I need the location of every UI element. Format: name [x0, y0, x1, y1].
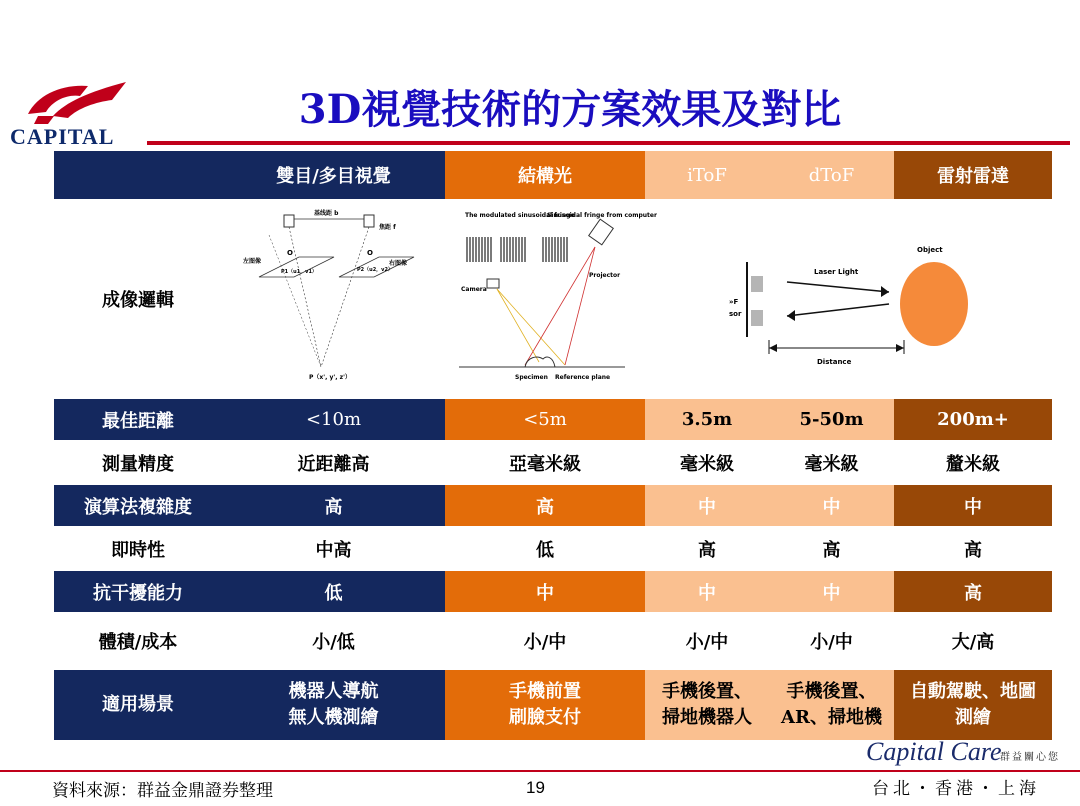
office-cities: 台北・香港・上海 [872, 779, 1040, 799]
cell-lidar: 高 [894, 570, 1052, 613]
cell-itof: 小/中 [645, 613, 769, 669]
row-label: 即時性 [54, 527, 222, 570]
row-precision [54, 441, 1052, 484]
imaging-row [54, 200, 1052, 398]
tof-diagram [699, 222, 999, 372]
app-line: 手機後置、 [786, 681, 877, 702]
row-label: 演算法複雜度 [54, 484, 222, 527]
source-note: 資料來源：群益金鼎證券整理 [52, 781, 273, 801]
row-interference-resistance [54, 570, 1052, 613]
cell-itof: 中 [645, 570, 769, 613]
cell-itof: 3.5m [645, 398, 769, 441]
cell-dtof [769, 669, 894, 741]
app-line: 測繪 [955, 707, 991, 728]
row-label: 最佳距離 [54, 398, 222, 441]
cell-structured: <5m [445, 398, 645, 441]
capital-care-slogan: 群益關心您 [1000, 752, 1060, 763]
logo-text: CAPITAL [10, 124, 115, 149]
cell-stereo: <10m [222, 398, 445, 441]
structured-light-diagram [455, 207, 657, 387]
header-dtof: dToF [769, 151, 894, 200]
svg-text:O: O [286, 248, 293, 257]
tof-diagram-cell [645, 200, 1052, 398]
capital-care-brand: Capital Care [866, 737, 1002, 766]
cell-itof: 中 [645, 484, 769, 527]
row-realtime [54, 527, 1052, 570]
header-stereo: 雙目/多目視覺 [222, 151, 445, 200]
stereo-diagram-cell [222, 200, 445, 398]
svg-text:焦距 f: 焦距 f [378, 223, 396, 231]
cell-itof: 毫米級 [645, 441, 769, 484]
cell-structured: 亞毫米級 [445, 441, 645, 484]
cell-stereo: 中高 [222, 527, 445, 570]
row-label: 測量精度 [54, 441, 222, 484]
stereo-diagram [239, 207, 429, 387]
title-divider [147, 141, 1070, 145]
header-structured-light: 結構光 [445, 151, 645, 200]
cell-structured: 高 [445, 484, 645, 527]
cell-lidar [894, 669, 1052, 741]
cell-structured: 低 [445, 527, 645, 570]
cell-stereo [222, 669, 445, 741]
svg-text:Specimen: Specimen [515, 373, 548, 381]
app-line: 無人機測繪 [288, 707, 379, 728]
svg-text:Laser Light: Laser Light [813, 267, 858, 276]
svg-text:Distance: Distance [816, 357, 851, 366]
cell-lidar: 大/高 [894, 613, 1052, 669]
imaging-label: 成像邏輯 [54, 200, 222, 398]
svg-text:基线距 b: 基线距 b [313, 209, 338, 217]
svg-text:左图像: 左图像 [242, 257, 261, 265]
svg-text:P1（u1，v1）: P1（u1，v1） [280, 268, 317, 275]
cell-structured [445, 669, 645, 741]
app-line: 機器人導航 [288, 681, 379, 702]
header-row [54, 151, 1052, 200]
cell-dtof: 毫米級 [769, 441, 894, 484]
structured-light-diagram-cell [445, 200, 657, 398]
cell-structured: 小/中 [445, 613, 645, 669]
page-title: 3D視覺技術的方案效果及對比 [298, 86, 842, 133]
svg-text:The modulated sinusoidal fring: The modulated sinusoidal fringe [465, 211, 575, 219]
svg-text:Camera: Camera [461, 285, 487, 293]
cell-structured: 中 [445, 570, 645, 613]
cell-stereo: 高 [222, 484, 445, 527]
cell-dtof: 5-50m [769, 398, 894, 441]
svg-text:P（x', y', z'）: P（x', y', z'） [308, 373, 351, 381]
svg-text:P2（u2，v2）: P2（u2，v2） [356, 266, 393, 273]
cell-stereo: 近距離高 [222, 441, 445, 484]
row-label: 適用場景 [54, 669, 222, 741]
header-corner [54, 151, 222, 200]
svg-text:Projector: Projector [589, 271, 621, 279]
cell-lidar: 釐米級 [894, 441, 1052, 484]
row-applications [54, 669, 1052, 741]
svg-text:sor: sor [728, 309, 741, 318]
app-line: 自動駕駛、地圖 [910, 681, 1036, 702]
app-line: 手機後置、 [662, 681, 752, 702]
cell-lidar: 中 [894, 484, 1052, 527]
cell-itof: 高 [645, 527, 769, 570]
svg-text:右图像: 右图像 [388, 259, 407, 267]
row-label: 體積/成本 [54, 613, 222, 669]
header-lidar: 雷射雷達 [894, 151, 1052, 200]
page-number: 19 [526, 778, 545, 797]
cell-lidar: 高 [894, 527, 1052, 570]
cell-dtof: 中 [769, 570, 894, 613]
svg-text:Reference plane: Reference plane [555, 373, 611, 381]
header-itof: iToF [645, 151, 769, 200]
svg-text:Sinusoidal fringe from compute: Sinusoidal fringe from computer [547, 211, 657, 219]
app-line: 手機前置 [509, 681, 581, 702]
cell-itof [645, 669, 769, 741]
comparison-table [54, 151, 1052, 742]
cell-lidar: 200m+ [894, 398, 1052, 441]
app-line: 刷臉支付 [509, 707, 581, 728]
cell-stereo: 小/低 [222, 613, 445, 669]
app-line: AR、掃地機 [781, 707, 882, 728]
row-best-distance [54, 398, 1052, 441]
cell-stereo: 低 [222, 570, 445, 613]
cell-dtof: 中 [769, 484, 894, 527]
row-label: 抗干擾能力 [54, 570, 222, 613]
cell-dtof: 高 [769, 527, 894, 570]
row-algorithm-complexity [54, 484, 1052, 527]
row-size-cost [54, 613, 1052, 669]
cell-dtof: 小/中 [769, 613, 894, 669]
svg-text:Object: Object [916, 245, 943, 254]
svg-text:O: O [366, 248, 373, 257]
svg-text:»F: »F [728, 297, 738, 306]
footer-divider [0, 770, 1080, 772]
app-line: 掃地機器人 [662, 707, 752, 728]
